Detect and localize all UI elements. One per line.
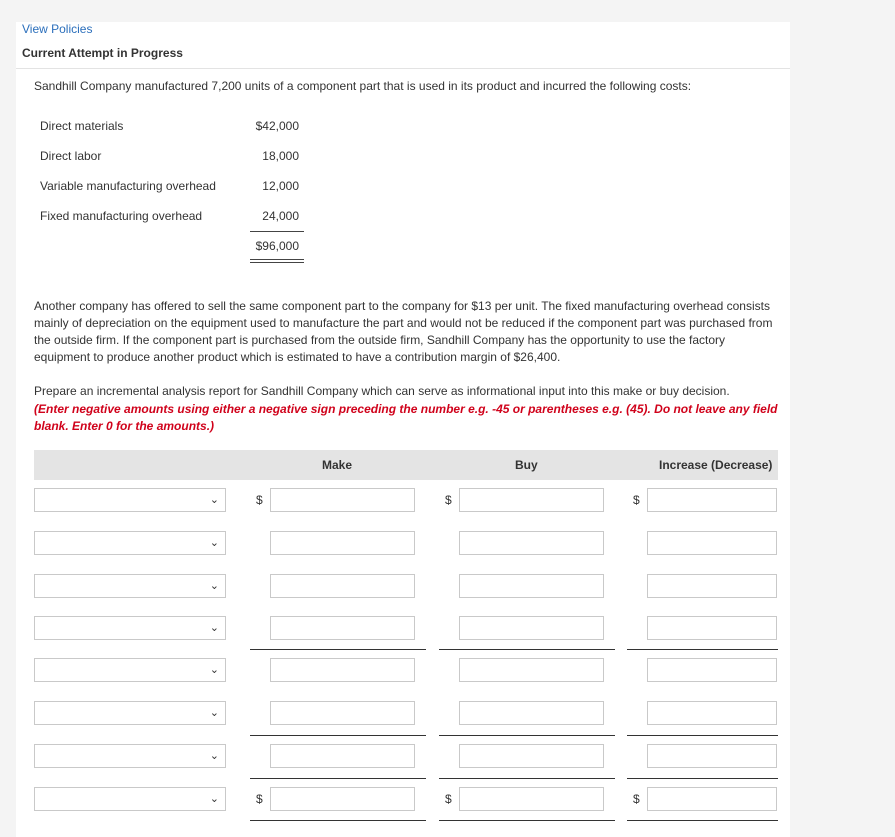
chevron-down-icon: ⌄ — [209, 793, 219, 805]
make-amount-input[interactable] — [270, 531, 415, 555]
cost-total: $96,000 — [255, 239, 299, 253]
row-label-select[interactable] — [34, 787, 226, 811]
total-underline — [627, 820, 778, 821]
currency-symbol: $ — [445, 792, 452, 806]
cost-value-fixed-overhead: 24,000 — [262, 209, 299, 223]
buy-amount-input[interactable] — [459, 787, 604, 811]
diff-amount-input[interactable] — [647, 658, 777, 682]
sum-underline — [439, 735, 615, 736]
make-amount-input[interactable] — [270, 787, 415, 811]
diff-amount-input[interactable] — [647, 574, 777, 598]
chevron-down-icon: ⌄ — [209, 750, 219, 762]
sum-underline — [627, 778, 778, 779]
header-make: Make — [322, 458, 353, 472]
make-amount-input[interactable] — [270, 616, 415, 640]
chevron-down-icon: ⌄ — [209, 494, 219, 506]
sum-underline — [627, 735, 778, 736]
make-amount-input[interactable] — [270, 701, 415, 725]
currency-symbol: $ — [633, 792, 640, 806]
total-double-rule-top — [250, 259, 304, 260]
row-label-select[interactable] — [34, 488, 226, 512]
row-label-select[interactable] — [34, 744, 226, 768]
cost-value-direct-labor: 18,000 — [262, 149, 299, 163]
problem-instruction: Prepare an incremental analysis report for Sandhill Company which can serve as informational input into this make or buy decision. — [34, 384, 730, 398]
sum-underline — [627, 649, 778, 650]
row-label-select[interactable] — [34, 658, 226, 682]
currency-symbol: $ — [445, 493, 452, 507]
chevron-down-icon: ⌄ — [209, 664, 219, 676]
cost-label-direct-labor: Direct labor — [40, 149, 102, 163]
sum-underline — [250, 778, 426, 779]
row-label-select[interactable] — [34, 531, 226, 555]
buy-amount-input[interactable] — [459, 744, 604, 768]
buy-amount-input[interactable] — [459, 574, 604, 598]
sum-underline — [250, 649, 426, 650]
chevron-down-icon: ⌄ — [209, 622, 219, 634]
chevron-down-icon: ⌄ — [209, 580, 219, 592]
chevron-down-icon: ⌄ — [209, 707, 219, 719]
header-buy: Buy — [515, 458, 538, 472]
subtotal-rule — [250, 231, 304, 232]
currency-symbol: $ — [633, 493, 640, 507]
currency-symbol: $ — [256, 792, 263, 806]
diff-amount-input[interactable] — [647, 488, 777, 512]
total-double-rule-bottom — [250, 262, 304, 263]
make-amount-input[interactable] — [270, 744, 415, 768]
problem-intro: Sandhill Company manufactured 7,200 units of a component part that is used in its product and incurred the following costs: — [34, 79, 692, 93]
make-amount-input[interactable] — [270, 658, 415, 682]
view-policies-link[interactable]: View Policies — [22, 22, 93, 36]
row-label-select[interactable] — [34, 701, 226, 725]
problem-paragraph: Another company has offered to sell the same component part to the company for $13 per unit. The fixed manufacturing overhead consists mainly of depreciation on the equipment used to manufacture the part and would not be reduced if the component part was purchased from the outside firm. If the component part is purchased from the outside firm, Sandhill Company has the opportunity to use the factory equipment to produce another product which is estimated to have a contribution margin of $26,400. — [34, 299, 773, 364]
currency-symbol: $ — [256, 493, 263, 507]
attempt-status: Current Attempt in Progress — [22, 46, 183, 60]
sum-underline — [439, 649, 615, 650]
cost-value-variable-overhead: 12,000 — [262, 179, 299, 193]
make-amount-input[interactable] — [270, 574, 415, 598]
buy-amount-input[interactable] — [459, 701, 604, 725]
cost-label-variable-overhead: Variable manufacturing overhead — [40, 179, 216, 193]
diff-amount-input[interactable] — [647, 744, 777, 768]
total-underline — [250, 820, 426, 821]
cost-label-fixed-overhead: Fixed manufacturing overhead — [40, 209, 203, 223]
row-label-select[interactable] — [34, 574, 226, 598]
header-increase-decrease: Increase (Decrease) — [659, 458, 773, 472]
diff-amount-input[interactable] — [647, 787, 777, 811]
cost-value-direct-materials: $42,000 — [255, 119, 299, 133]
buy-amount-input[interactable] — [459, 531, 604, 555]
total-underline — [439, 820, 615, 821]
divider — [16, 68, 790, 69]
cost-label-direct-materials: Direct materials — [40, 119, 124, 133]
entry-note: (Enter negative amounts using either a negative sign preceding the number e.g. -45 or parentheses e.g. (45). Do not leave any field blank. Enter 0 for the amounts.) — [34, 402, 778, 433]
diff-amount-input[interactable] — [647, 531, 777, 555]
diff-amount-input[interactable] — [647, 701, 777, 725]
diff-amount-input[interactable] — [647, 616, 777, 640]
buy-amount-input[interactable] — [459, 658, 604, 682]
chevron-down-icon: ⌄ — [209, 537, 219, 549]
sum-underline — [439, 778, 615, 779]
row-label-select[interactable] — [34, 616, 226, 640]
buy-amount-input[interactable] — [459, 616, 604, 640]
sum-underline — [250, 735, 426, 736]
buy-amount-input[interactable] — [459, 488, 604, 512]
make-amount-input[interactable] — [270, 488, 415, 512]
